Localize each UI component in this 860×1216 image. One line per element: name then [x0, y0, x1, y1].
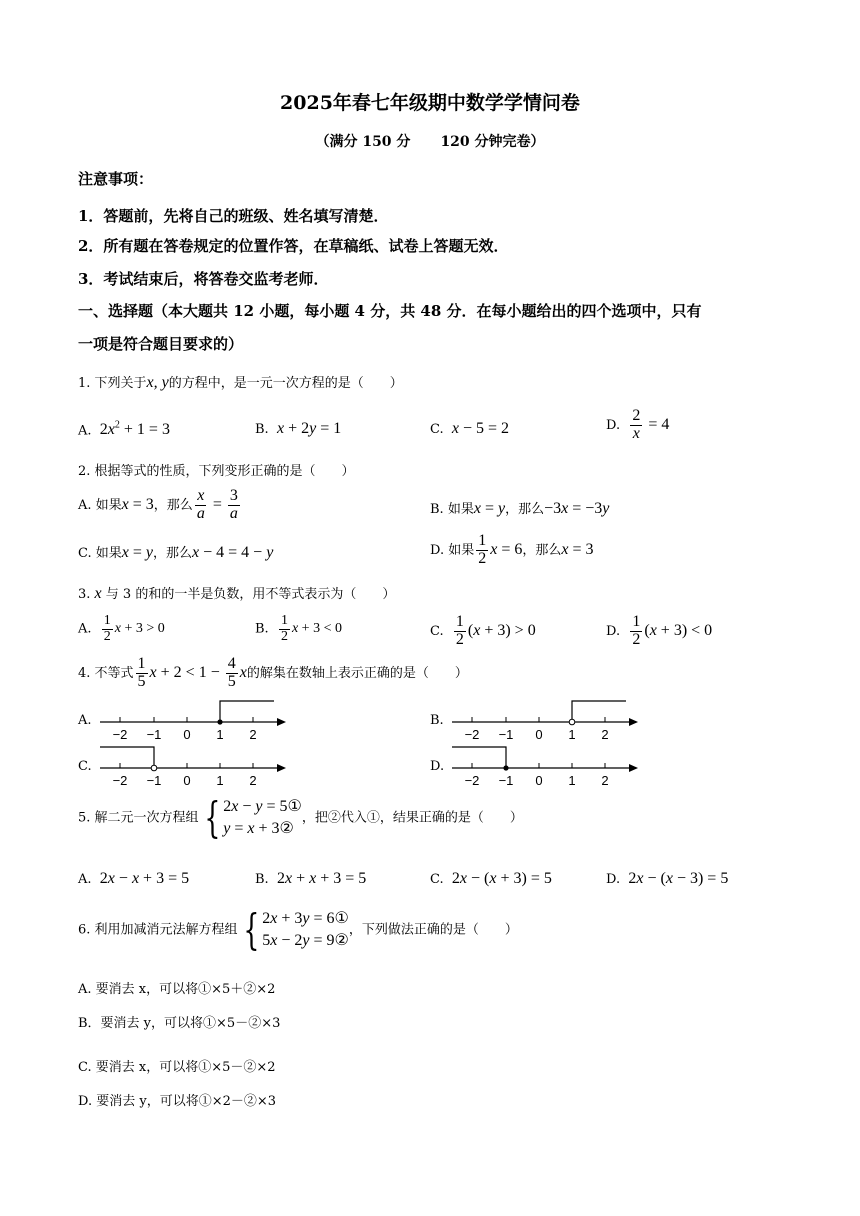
question-2-stem: 2. 根据等式的性质，下列变形正确的是（ ）	[78, 464, 355, 479]
q4-number-line-c	[96, 742, 296, 790]
q2-option-b[interactable]: B. 如果x = y，那么−3x = −3y	[430, 500, 610, 517]
q6-option-d[interactable]: D. 要消去 y，可以将①×2－②×3	[78, 1094, 277, 1109]
q2-option-d[interactable]: D. 如果 $\frac{1}{2}$ x = 6，那么x = 3	[430, 532, 594, 567]
tick-label: 1	[568, 727, 576, 742]
notice-item-2: 2．所有题在答卷规定的位置作答，在草稿纸、试卷上答题无效．	[78, 237, 509, 255]
tick-label: −2	[464, 773, 480, 788]
tick-label: 0	[183, 773, 191, 788]
tick-label: −2	[464, 727, 480, 742]
tick-label: 1	[216, 727, 224, 742]
tick-label: 2	[601, 727, 609, 742]
tick-label: 0	[535, 727, 543, 742]
tick-label: −1	[498, 727, 514, 742]
q1-option-d[interactable]: D. $\frac{2}{x}$ = 4	[606, 407, 670, 442]
page-subtitle	[0, 131, 860, 151]
tick-label: 2	[601, 773, 609, 788]
section-1-heading: 一、选择题（本大题共 12 小题，每小题 4 分，共 48 分．在每小题给出的四个选项中，只有	[78, 302, 702, 320]
q3-option-b[interactable]: B. $\frac{1}{2}$ x + 3 < 0	[255, 613, 342, 644]
tick-label: 1	[216, 773, 224, 788]
question-1-stem: 1. 下列关于x, y的方程中，是一元一次方程的是（ ）	[78, 374, 403, 391]
q4-option-c-label[interactable]: C.	[78, 759, 92, 774]
q5-option-c[interactable]: C. 2x − (x + 3) = 5	[430, 870, 552, 887]
tick-label: 0	[535, 773, 543, 788]
q4-number-line-b	[448, 696, 648, 744]
subtitle-time: 120 分钟完卷）	[440, 134, 545, 150]
subtitle-score: （满分 150 分	[315, 134, 411, 150]
q4-number-line-d	[448, 742, 648, 790]
q2-option-c[interactable]: C. 如果x = y，那么x − 4 = 4 − y	[78, 544, 274, 561]
tick-label: −2	[112, 773, 128, 788]
q6-option-c[interactable]: C. 要消去 x，可以将①×5－②×2	[78, 1060, 276, 1075]
tick-label: −1	[146, 727, 162, 742]
q5-option-d[interactable]: D. 2x − (x − 3) = 5	[606, 870, 729, 887]
page-title: 2025年春七年级期中数学学情问卷	[280, 92, 580, 114]
tick-label: 1	[568, 773, 576, 788]
tick-label: −1	[498, 773, 514, 788]
q4-option-b-label[interactable]: B.	[430, 713, 444, 728]
q2-option-a[interactable]: A. 如果x = 3，那么 $\frac{x}{a}$ = $\frac{3}{a}$	[78, 487, 238, 522]
tick-label: 0	[183, 727, 191, 742]
q3-option-d[interactable]: D. $\frac{1}{2}$ (x + 3) < 0	[606, 613, 713, 648]
notice-item-3: 3．考试结束后，将答卷交监考老师．	[78, 270, 329, 288]
q5-option-b[interactable]: B. 2x + x + 3 = 5	[255, 870, 367, 887]
notice-heading: 注意事项：	[78, 170, 154, 188]
question-3-stem: 3. x 与 3 的和的一半是负数，用不等式表示为（ ）	[78, 585, 396, 602]
q4-number-line-a	[96, 696, 296, 744]
tick-label: 2	[249, 727, 257, 742]
tick-label: 2	[249, 773, 257, 788]
question-4-stem: 4. 不等式 $\frac{1}{5}$ x + 2 < 1 − $\frac{4}{5}$ x的解集在数轴上表示正确的是（ ）	[78, 655, 468, 690]
tick-label: −2	[112, 727, 128, 742]
question-6-stem: 6. 利用加减消元法解方程组 { 2x + 3y = 6① 5x − 2y = 9② ，下列做法正确的是（ ）	[78, 905, 518, 954]
q4-option-a-label[interactable]: A.	[78, 713, 92, 728]
section-1-heading-cont: 一项是符合题目要求的）	[78, 335, 244, 353]
q1-option-c[interactable]: C. x − 5 = 2	[430, 420, 510, 437]
q1-option-b[interactable]: B. x + 2y = 1	[255, 420, 342, 437]
q6-option-a[interactable]: A. 要消去 x，可以将①×5＋②×2	[78, 982, 276, 997]
q6-option-b[interactable]: B．要消去 y，可以将①×5－②×3	[78, 1016, 281, 1031]
q4-option-d-label[interactable]: D.	[430, 759, 445, 774]
q3-option-a[interactable]: A. $\frac{1}{2}$ x + 3 > 0	[78, 613, 165, 644]
notice-item-1: 1．答题前，先将自己的班级、姓名填写清楚．	[78, 207, 389, 225]
tick-label: −1	[146, 773, 162, 788]
q3-option-c[interactable]: C. $\frac{1}{2}$ (x + 3) > 0	[430, 613, 536, 648]
question-5-stem: 5. 解二元一次方程组 { 2x − y = 5① y = x + 3② ，把②代入①，结果正确的是（ ）	[78, 793, 523, 842]
q5-option-a[interactable]: A. 2x − x + 3 = 5	[78, 870, 190, 887]
q1-option-a[interactable]: A. $2x^2 + 1 = 3$	[78, 420, 170, 439]
